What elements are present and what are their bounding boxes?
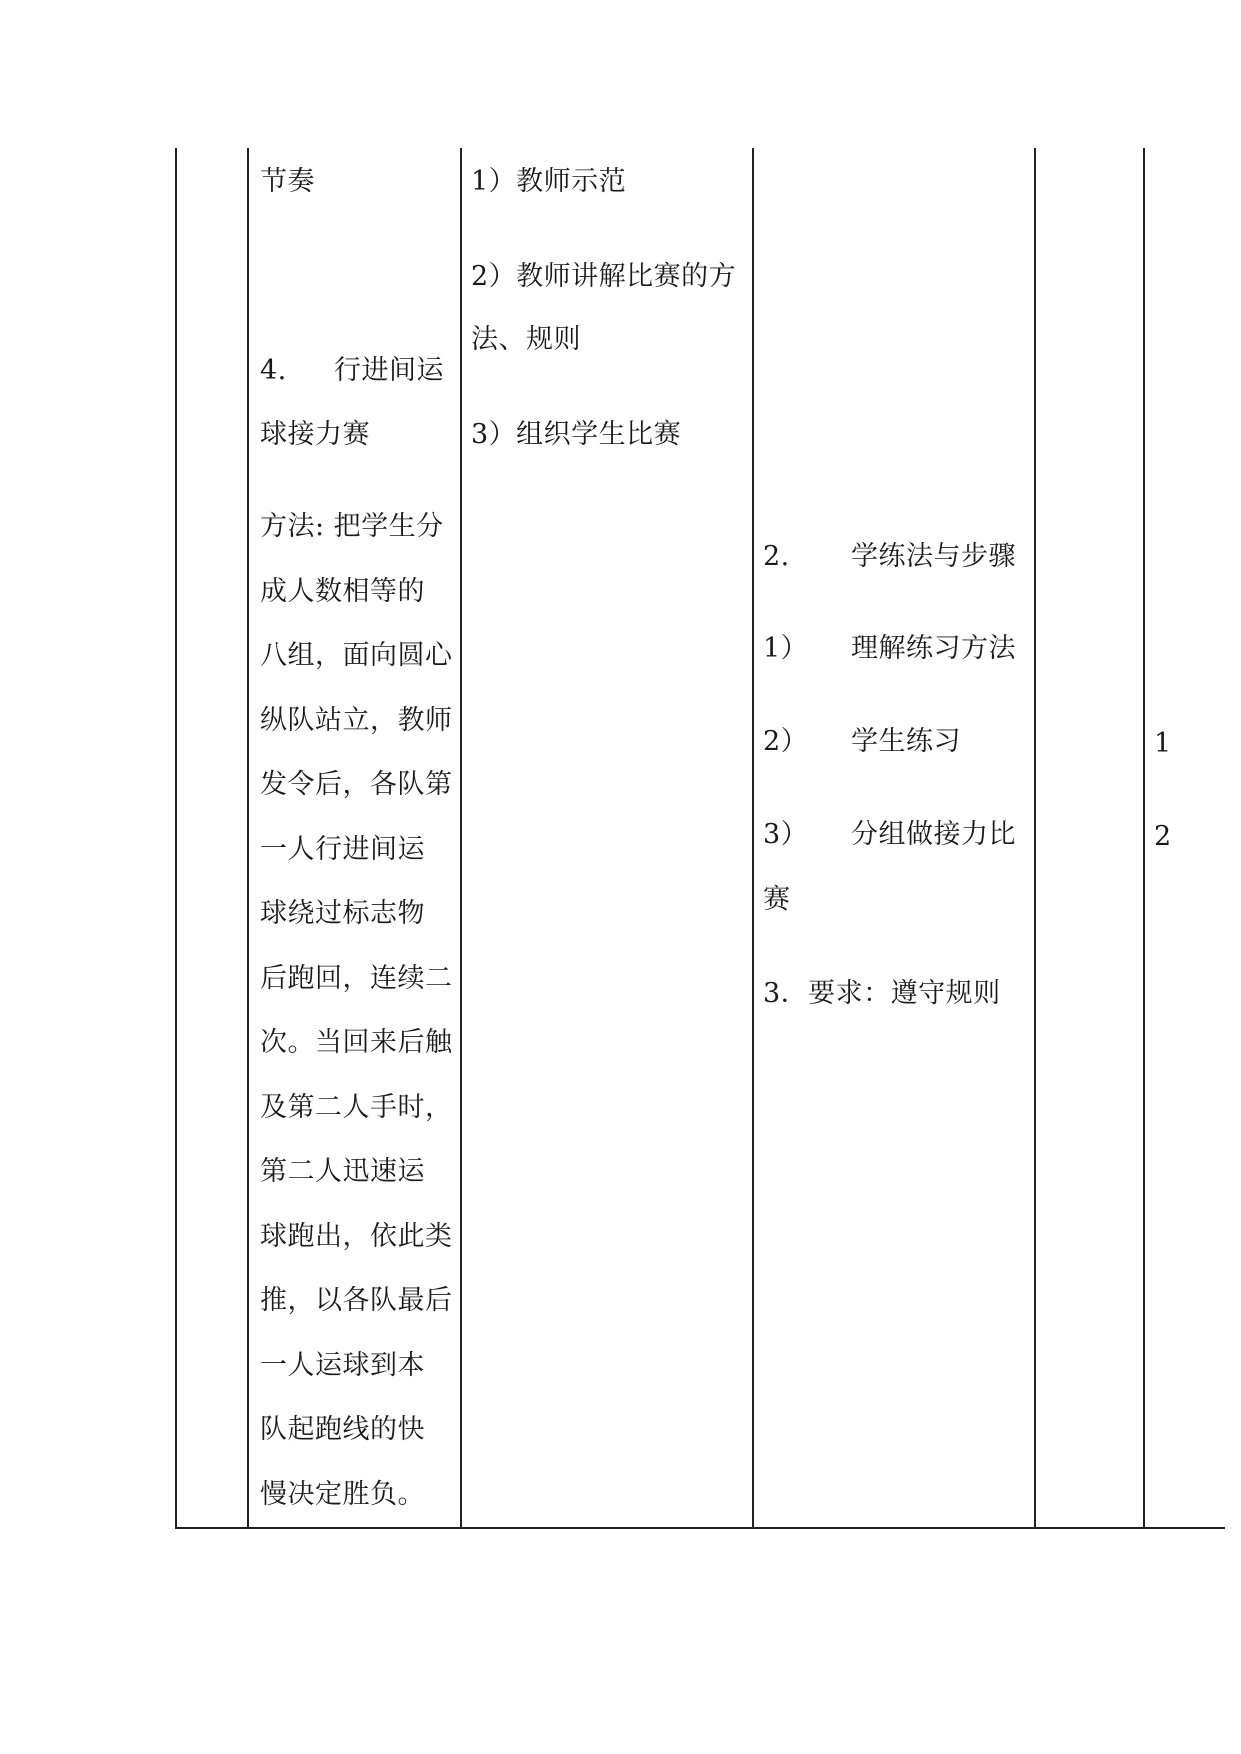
method-line: 次。当回来后触 xyxy=(260,1027,453,1058)
method-line: 第二人迅速运 xyxy=(260,1156,425,1187)
method-line: 一人运球到本 xyxy=(260,1350,425,1381)
method-line: 方法: 把学生分 xyxy=(260,511,444,542)
method-line: 推，以各队最后 xyxy=(260,1285,453,1316)
method-line: 球绕过标志物 xyxy=(260,898,425,929)
student-requirement: 3．要求：遵守规则 xyxy=(763,978,1001,1009)
item4-title-line1: 行进间运 xyxy=(334,355,444,386)
table-divider-1 xyxy=(247,148,249,1528)
student-sub3-text-line2: 赛 xyxy=(763,884,791,915)
method-line: 后跑回，连续二 xyxy=(260,963,453,994)
teacher-step-2-line2: 法、规则 xyxy=(471,324,581,355)
student-item2-number: 2. xyxy=(763,541,790,572)
method-line: 一人行进间运 xyxy=(260,834,425,865)
count-number-1: 1 xyxy=(1154,728,1172,759)
student-sub1-text: 理解练习方法 xyxy=(851,633,1016,664)
table-divider-5 xyxy=(1143,148,1145,1528)
method-line: 纵队站立，教师 xyxy=(260,705,453,736)
teacher-step-1: 1）教师示范 xyxy=(471,166,627,197)
rhythm-text: 节奏 xyxy=(260,166,315,197)
table-divider-2 xyxy=(460,148,462,1528)
student-item2-text: 学练法与步骤 xyxy=(851,541,1016,572)
student-sub3-number: 3） xyxy=(763,819,809,850)
student-sub2-number: 2） xyxy=(763,726,809,757)
method-line: 成人数相等的 xyxy=(260,576,425,607)
table-divider-4 xyxy=(1034,148,1036,1528)
method-line: 及第二人手时， xyxy=(260,1092,453,1123)
count-number-2: 2 xyxy=(1154,821,1172,852)
method-line: 队起跑线的快 xyxy=(260,1414,425,1445)
item4-title-line2: 球接力赛 xyxy=(260,419,370,450)
table-divider-3 xyxy=(752,148,754,1528)
teacher-step-3: 3）组织学生比赛 xyxy=(471,419,682,450)
table-border-bottom xyxy=(175,1527,1225,1529)
student-sub3-text-line1: 分组做接力比 xyxy=(851,819,1016,850)
student-sub2-text: 学生练习 xyxy=(851,726,961,757)
method-line: 慢决定胜负。 xyxy=(260,1479,425,1510)
method-line: 发令后，各队第 xyxy=(260,769,453,800)
item4-number: 4. xyxy=(260,355,287,386)
student-sub1-number: 1） xyxy=(763,633,809,664)
teacher-step-2-line1: 2）教师讲解比赛的方 xyxy=(471,261,737,292)
table-border-left xyxy=(175,148,177,1528)
method-line: 八组，面向圆心 xyxy=(260,640,453,671)
method-line: 球跑出，依此类 xyxy=(260,1221,453,1252)
